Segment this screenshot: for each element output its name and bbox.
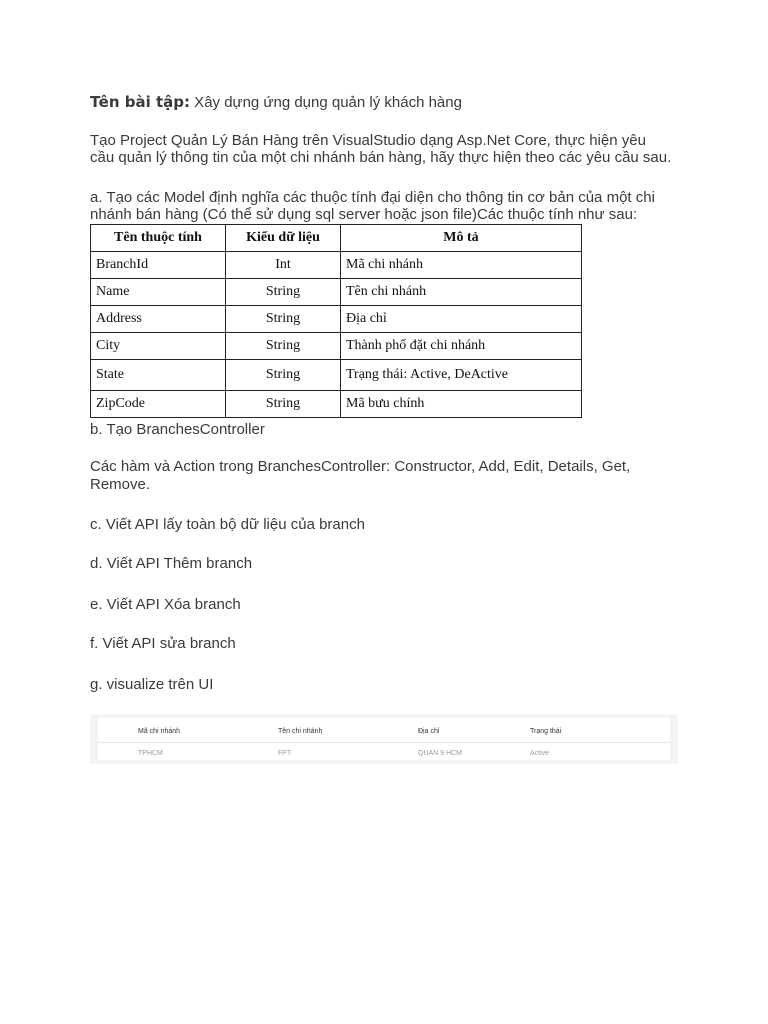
section-a-line-2: nhánh bán hàng (Có thể sử dụng sql server hoặc json file)Các thuộc tính như sau: — [90, 206, 638, 223]
ui-header-cell: Mã chi nhánh — [138, 728, 181, 735]
section-g: g. visualize trên UI — [90, 676, 214, 693]
ui-screenshot — [90, 714, 678, 764]
intro-line-1: Tạo Project Quản Lý Bán Hàng trên VisualStudio dạng Asp.Net Core, thực hiện yêu — [90, 132, 646, 149]
table-cell: BranchId — [91, 252, 226, 279]
table-cell: Address — [91, 306, 226, 333]
table-cell: String — [226, 306, 341, 333]
ui-header-cell: Tên chi nhánh — [278, 728, 323, 735]
section-a-line-1: a. Tạo các Model định nghĩa các thuộc tính đại diện cho thông tin cơ bản của một chi — [90, 189, 655, 206]
table-cell: ZipCode — [91, 391, 226, 418]
section-b: b. Tạo BranchesController — [90, 421, 265, 438]
section-e: e. Viết API Xóa branch — [90, 596, 241, 613]
attribute-table — [90, 224, 582, 418]
title-text: Xây dựng ứng dụng quản lý khách hàng — [190, 94, 462, 111]
table-cell: Trạng thái: Active, DeActive — [341, 360, 582, 391]
intro-line-2: cầu quản lý thông tin của một chi nhánh bán hàng, hãy thực hiện theo các yêu cầu sau. — [90, 149, 672, 166]
ui-cell: FPT — [278, 750, 292, 757]
table-cell: String — [226, 333, 341, 360]
ui-table-header — [98, 722, 670, 743]
table-header-cell: Mô tả — [341, 225, 582, 252]
table-header-cell: Tên thuộc tính — [91, 225, 226, 252]
table-cell: String — [226, 391, 341, 418]
actions-line-2: Remove. — [90, 476, 151, 493]
section-c: c. Viết API lấy toàn bộ dữ liệu của branch — [90, 516, 365, 533]
table-header-row — [91, 225, 582, 252]
table-cell: Thành phố đặt chi nhánh — [341, 333, 582, 360]
table-cell: City — [91, 333, 226, 360]
table-row — [91, 306, 582, 333]
ui-cell: QUAN 9 HCM — [418, 750, 462, 757]
assignment-title — [90, 94, 462, 111]
table-cell: String — [226, 279, 341, 306]
actions-line-1: Các hàm và Action trong BranchesController: Constructor, Add, Edit, Details, Get, — [90, 458, 631, 475]
ui-cell: TPHCM — [138, 750, 163, 757]
table-row — [91, 360, 582, 391]
table-cell: Int — [226, 252, 341, 279]
ui-table-row — [98, 744, 670, 764]
table-cell: Tên chi nhánh — [341, 279, 582, 306]
ui-header-cell: Địa chỉ — [418, 728, 440, 735]
table-row — [91, 279, 582, 306]
table-cell: Mã chi nhánh — [341, 252, 582, 279]
table-cell: State — [91, 360, 226, 391]
ui-header-cell: Trạng thái — [530, 728, 562, 735]
title-label: Tên bài tập: — [90, 93, 191, 111]
section-d: d. Viết API Thêm branch — [90, 555, 253, 572]
ui-cell: Active — [530, 750, 550, 757]
table-cell: String — [226, 360, 341, 391]
ui-table — [98, 718, 670, 760]
table-cell: Name — [91, 279, 226, 306]
table-row — [91, 252, 582, 279]
table-cell: Mã bưu chính — [341, 391, 582, 418]
table-row — [91, 333, 582, 360]
table-cell: Địa chỉ — [341, 306, 582, 333]
table-row — [91, 391, 582, 418]
section-f: f. Viết API sửa branch — [90, 635, 236, 652]
table-header-cell: Kiểu dữ liệu — [226, 225, 341, 252]
